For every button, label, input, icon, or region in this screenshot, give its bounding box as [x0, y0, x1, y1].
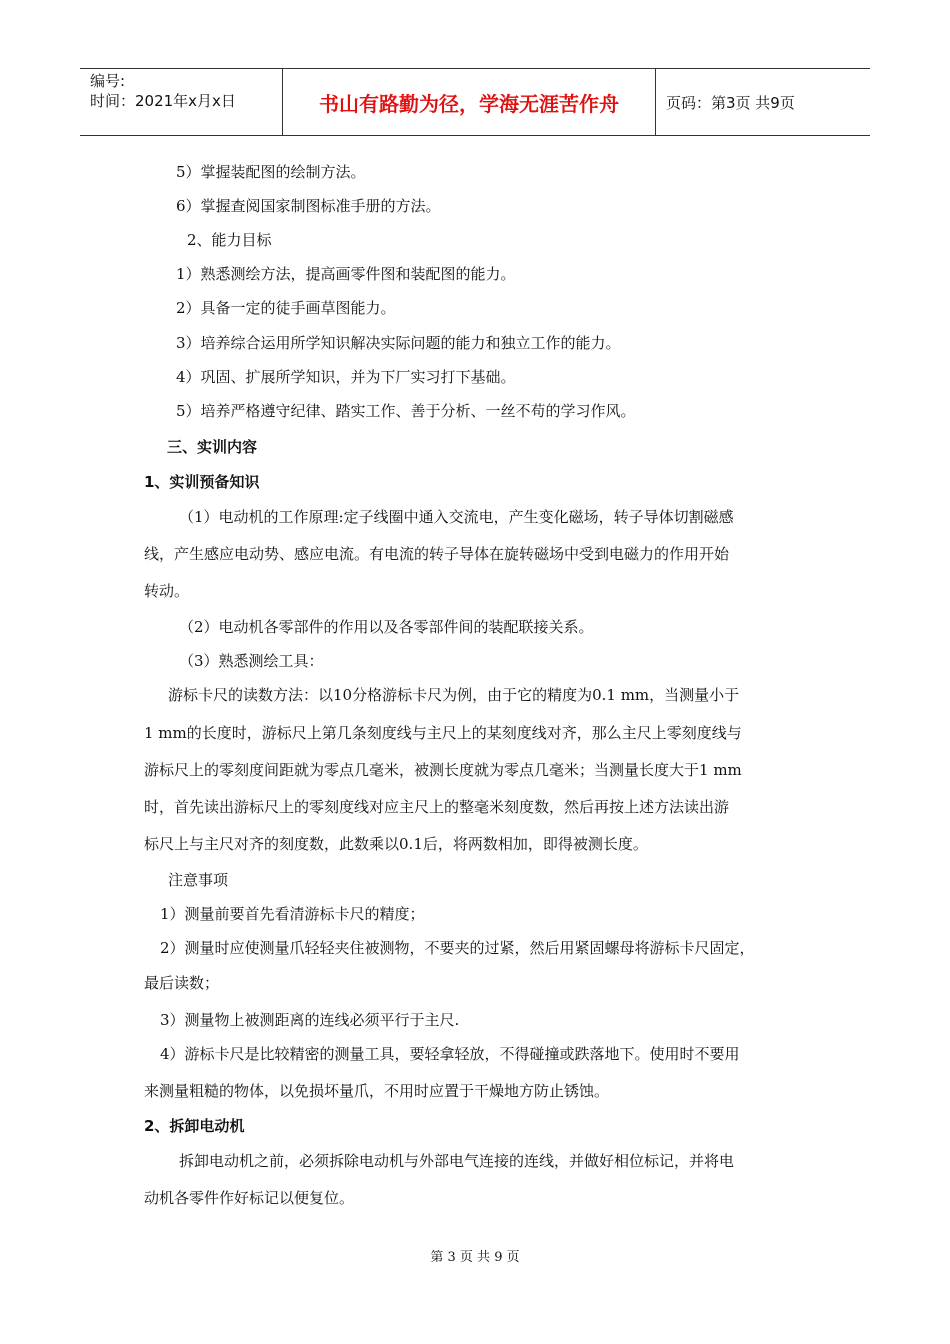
paragraph-line: 最后读数； [144, 974, 220, 992]
paragraph-line: 标尺上与主尺对齐的刻度数，此数乘以0.1后，将两数相加，即得被测长度。 [144, 835, 648, 853]
paragraph-line: 4）巩固、扩展所学知识，并为下厂实习打下基础。 [176, 368, 516, 386]
page-footer: 第 3 页 共 9 页 [430, 1250, 520, 1265]
paragraph-line: 4）游标卡尺是比较精密的测量工具，要轻拿轻放，不得碰撞或跌落地下。使用时不要用 [160, 1045, 740, 1063]
paragraph-line: 3）培养综合运用所学知识解决实际问题的能力和独立工作的能力。 [176, 334, 621, 352]
paragraph-line: 3）测量物上被测距离的连线必须平行于主尺. [160, 1011, 460, 1029]
subsection-heading: 注意事项 [168, 871, 229, 889]
paragraph-line: 动机各零件作好标记以便复位。 [144, 1189, 355, 1207]
header-motto: 书山有路勤为径，学海无涯苦作舟 [282, 69, 656, 135]
subsection-heading: 1、实训预备知识 [144, 473, 260, 491]
paragraph-line: 时，首先读出游标尺上的零刻度线对应主尺上的整毫米刻度数，然后再按上述方法读出游 [144, 798, 730, 816]
document-number-label: 编号: [90, 72, 126, 90]
subsection-heading: 2、拆卸电动机 [144, 1117, 245, 1135]
paragraph-line: （3）熟悉测绘工具： [179, 652, 324, 670]
paragraph-line: 来测量粗糙的物体，以免损坏量爪，不用时应置于干燥地方防止锈蚀。 [144, 1082, 610, 1100]
paragraph-line: 转动。 [144, 582, 190, 600]
paragraph-line: 拆卸电动机之前，必须拆除电动机与外部电气连接的连线，并做好相位标记，并将电 [179, 1152, 735, 1170]
paragraph-line: 1）熟悉测绘方法，提高画零件图和装配图的能力。 [176, 265, 516, 283]
paragraph-line: 游标尺上的零刻度间距就为零点几毫米，被测长度就为零点几毫米；当测量长度大于1 mm [144, 761, 742, 779]
document-date: 时间：2021年x月x日 [90, 92, 236, 110]
paragraph-line: 1 mm的长度时，游标尺上第几条刻度线与主尺上的某刻度线对齐，那么主尺上零刻度线与 [144, 724, 742, 742]
paragraph-line: 5）培养严格遵守纪律、踏实工作、善于分析、一丝不苟的学习作风。 [176, 402, 636, 420]
paragraph-line: 5）掌握装配图的绘制方法。 [176, 163, 366, 181]
paragraph-line: 6）掌握查阅国家制图标准手册的方法。 [176, 197, 441, 215]
paragraph-line: 线，产生感应电动势、感应电流。有电流的转子导体在旋转磁场中受到电磁力的作用开始 [144, 545, 730, 563]
paragraph-line: 1）测量前要首先看清游标卡尺的精度； [160, 905, 425, 923]
section-heading: 三、实训内容 [167, 438, 258, 456]
paragraph-line: 2）测量时应使测量爪轻轻夹住被测物，不要夹的过紧，然后用紧固螺母将游标卡尺固定， [160, 939, 755, 957]
paragraph-line: 游标卡尺的读数方法：以10分格游标卡尺为例，由于它的精度为0.1 mm，当测量小于 [168, 686, 740, 704]
header-page-number: 页码：第3页 共9页 [666, 93, 795, 112]
paragraph-line: 2）具备一定的徒手画草图能力。 [176, 299, 396, 317]
paragraph-line: （2）电动机各零部件的作用以及各零部件间的装配联接关系。 [179, 618, 594, 636]
page-header [80, 68, 870, 136]
section-heading: 2、能力目标 [187, 231, 272, 249]
header-meta [80, 69, 282, 135]
paragraph-line: （1）电动机的工作原理:定子线圈中通入交流电，产生变化磁场，转子导体切割磁感 [179, 508, 734, 526]
